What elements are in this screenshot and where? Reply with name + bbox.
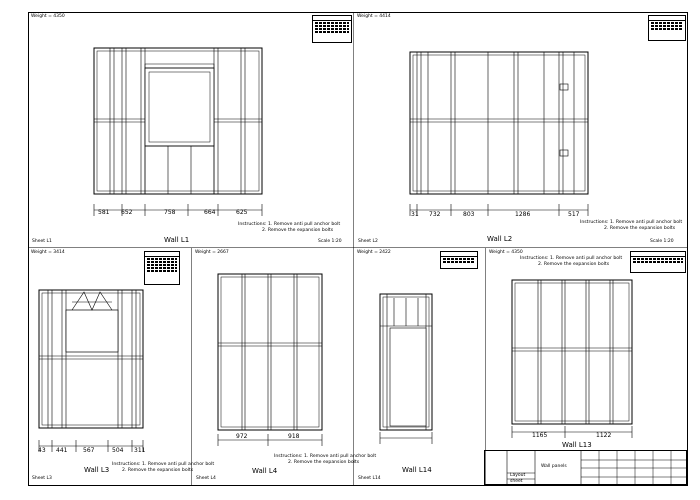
drawing-number: sheet — [510, 479, 523, 484]
legend-box — [630, 251, 686, 273]
dimension-label: 441 — [56, 447, 68, 454]
title-block — [484, 450, 687, 485]
dimension-label: 517 — [568, 211, 580, 218]
dimension-label: 1165 — [532, 432, 548, 439]
wall-title: Wall L2 — [487, 235, 513, 243]
wall-l13-frame — [486, 248, 688, 450]
wall-title: Wall L14 — [402, 466, 432, 474]
wall-l4-frame — [192, 248, 354, 486]
footer-left: Sheet L3 — [32, 476, 52, 481]
panel-wall-l13 — [486, 248, 688, 450]
wall-title: Wall L4 — [252, 467, 278, 475]
dimension-label: 972 — [236, 433, 248, 440]
dimension-label: 567 — [83, 447, 95, 454]
footer-right: Scale 1:20 — [650, 239, 674, 244]
wall-title: Wall L13 — [562, 441, 592, 449]
footer-left: Sheet L14 — [358, 476, 381, 481]
weight-label: Weight = 4350 — [489, 250, 523, 255]
dimension-label: 664 — [204, 209, 216, 216]
dimension-label: 1122 — [596, 432, 612, 439]
wall-title: Wall L1 — [164, 236, 190, 244]
dimension-label: 652 — [121, 209, 133, 216]
footer-left: Sheet L4 — [196, 476, 216, 481]
wall-l14-frame — [354, 248, 486, 486]
instructions: Instructions: 1. Remove anti pull anchor bolt 2. Remove the expansion bolts — [580, 220, 683, 231]
dimension-label: 1286 — [515, 211, 531, 218]
legend-box — [144, 251, 180, 285]
company-name: Layout — [510, 473, 526, 478]
dimension-label: 31 — [411, 211, 419, 218]
dimension-label: 581 — [98, 209, 110, 216]
weight-label: Weight = 2422 — [357, 250, 391, 255]
panel-wall-l2 — [354, 12, 688, 248]
dimension-label: 625 — [236, 209, 248, 216]
dimension-label: 918 — [288, 433, 300, 440]
dimension-label: 43 — [38, 447, 46, 454]
legend-box — [312, 15, 352, 43]
instructions: Instructions: 1. Remove anti pull anchor bolt 2. Remove the expansion bolts — [520, 256, 623, 267]
weight-label: Weight = 2667 — [195, 250, 229, 255]
legend-box — [648, 15, 686, 41]
wall-title: Wall L3 — [84, 466, 110, 474]
instructions: Instructions: 1. Remove anti pull anchor bolt 2. Remove the expansion bolts — [274, 454, 377, 465]
instructions: Instructions: 1. Remove anti pull anchor bolt 2. Remove the expansion bolts — [112, 462, 215, 473]
dimension-label: 732 — [429, 211, 441, 218]
footer-right: Scale 1:20 — [318, 239, 342, 244]
weight-label: Weight = 4414 — [357, 14, 391, 19]
footer-left: Sheet L1 — [32, 239, 52, 244]
legend-box — [440, 251, 478, 269]
weight-label: Weight = 4350 — [31, 14, 65, 19]
dimension-label: 803 — [463, 211, 475, 218]
wall-l1-frame — [28, 12, 354, 248]
dimension-label: 758 — [164, 209, 176, 216]
footer-left: Sheet L2 — [358, 239, 378, 244]
dimension-label: 311 — [134, 447, 146, 454]
panel-wall-l14 — [354, 248, 486, 486]
dimension-label: 504 — [112, 447, 124, 454]
instructions: Instructions: 1. Remove anti pull anchor bolt 2. Remove the expansion bolts — [238, 222, 341, 233]
drawing-name: Wall panels — [541, 464, 567, 469]
panel-wall-l1 — [28, 12, 354, 248]
weight-label: Weight = 3414 — [31, 250, 65, 255]
